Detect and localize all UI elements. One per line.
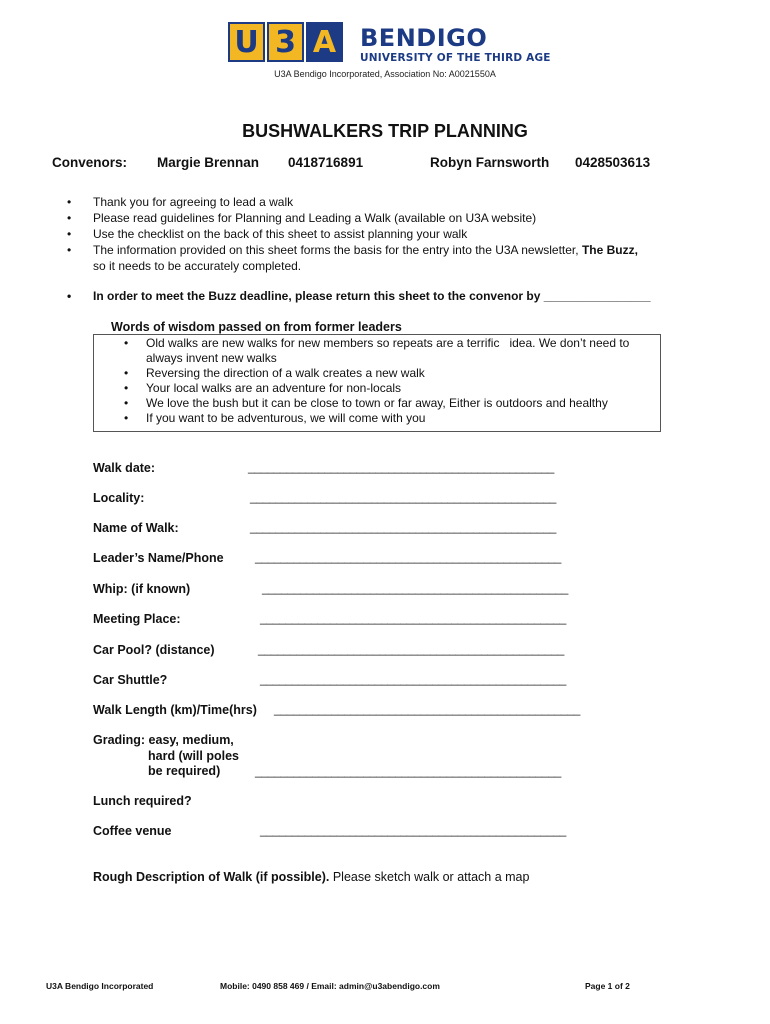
walk-name-label: Name of Walk: [93, 521, 179, 535]
wisdom-item: • We love the bush but it can be close to town or far away, Either is outdoors and healthy [146, 396, 656, 411]
logo-letter-a: A [306, 22, 343, 62]
convenor-phone-2: 0428503613 [575, 155, 651, 170]
newsletter-text: The information provided on this sheet forms the basis for the entry into the U3A newsletter, [93, 243, 582, 257]
rough-description-hint: Please sketch walk or attach a map [329, 870, 530, 884]
list-item [93, 242, 713, 274]
wisdom-heading: Words of wisdom passed on from former leaders [111, 320, 402, 334]
car-shuttle-field[interactable]: ________________________________________________ [260, 672, 566, 686]
car-pool-field[interactable]: ________________________________________________ [258, 642, 564, 656]
grading-label [93, 733, 239, 780]
wisdom-item: • Old walks are new walks for new members so repeats are a terrific idea. We don’t need to always invent new walks [146, 336, 656, 366]
logo-letter-3: 3 [267, 22, 304, 62]
wisdom-item: • If you want to be adventurous, we will come with you [146, 411, 656, 426]
instructions-list [93, 194, 713, 274]
walk-name-field[interactable]: ________________________________________________ [250, 520, 556, 534]
grading-line-3: be required) [148, 764, 221, 778]
wisdom-list [146, 336, 656, 426]
logo-letter-u: U [228, 22, 265, 62]
grading-field[interactable]: ________________________________________________ [255, 764, 561, 778]
coffee-label: Coffee venue [93, 824, 172, 838]
footer-contact: Mobile: 0490 858 469 / Email: admin@u3abendigo.com [220, 981, 440, 991]
list-item: • Use the checklist on the back of this sheet to assist planning your walk [93, 226, 713, 242]
walk-date-field[interactable]: ________________________________________________ [248, 460, 554, 474]
leader-field[interactable]: ________________________________________________ [255, 550, 561, 564]
newsletter-name: The Buzz, [581, 243, 638, 257]
walk-date-label: Walk date: [93, 461, 156, 475]
footer-page-number: Page 1 of 2 [585, 981, 630, 991]
car-shuttle-label: Car Shuttle? [93, 673, 168, 687]
footer-org: U3A Bendigo Incorporated [46, 981, 154, 991]
list-item: • Please read guidelines for Planning and Leading a Walk (available on U3A website) [93, 210, 713, 226]
brand-tagline: UNIVERSITY OF THE THIRD AGE [360, 52, 551, 64]
locality-label: Locality: [93, 491, 145, 505]
convenor-phone-1: 0418716891 [288, 155, 364, 170]
car-pool-label: Car Pool? (distance) [93, 643, 215, 657]
brand-name: BENDIGO [360, 24, 488, 52]
convenor-name-2: Robyn Farnsworth [430, 155, 550, 170]
newsletter-text-end: so it needs to be accurately completed. [93, 259, 302, 273]
brand-block [360, 26, 551, 64]
convenor-name-1: Margie Brennan [157, 155, 260, 170]
walk-length-field[interactable]: ________________________________________________ [274, 702, 580, 716]
u3a-logo [228, 22, 345, 64]
whip-label: Whip: (if known) [93, 582, 191, 596]
leader-label: Leader’s Name/Phone [93, 551, 224, 565]
deadline-note: • In order to meet the Buzz deadline, please return this sheet to the convenor by ________________ [93, 288, 733, 304]
wisdom-item: • Reversing the direction of a walk creates a new walk [146, 366, 656, 381]
lunch-label: Lunch required? [93, 794, 192, 808]
grading-line-1: Grading: easy, medium, [93, 733, 234, 747]
page-title: BUSHWALKERS TRIP PLANNING [242, 121, 528, 141]
whip-field[interactable]: ________________________________________________ [262, 581, 568, 595]
meeting-place-field[interactable]: ________________________________________________ [260, 611, 566, 625]
locality-field[interactable]: ________________________________________________ [250, 490, 556, 504]
coffee-field[interactable]: ________________________________________________ [260, 823, 566, 837]
wisdom-item: • Your local walks are an adventure for non-locals [146, 381, 656, 396]
walk-length-label: Walk Length (km)/Time(hrs) [93, 703, 257, 717]
deadline-list [93, 288, 733, 304]
grading-line-2: hard (will poles [148, 748, 239, 763]
list-item: • Thank you for agreeing to lead a walk [93, 194, 713, 210]
rough-description [93, 870, 529, 884]
rough-description-label: Rough Description of Walk (if possible). [93, 870, 330, 884]
convenors-label: Convenors: [52, 155, 128, 170]
meeting-place-label: Meeting Place: [93, 612, 181, 626]
association-number: U3A Bendigo Incorporated, Association No: A0021550A [274, 69, 496, 79]
